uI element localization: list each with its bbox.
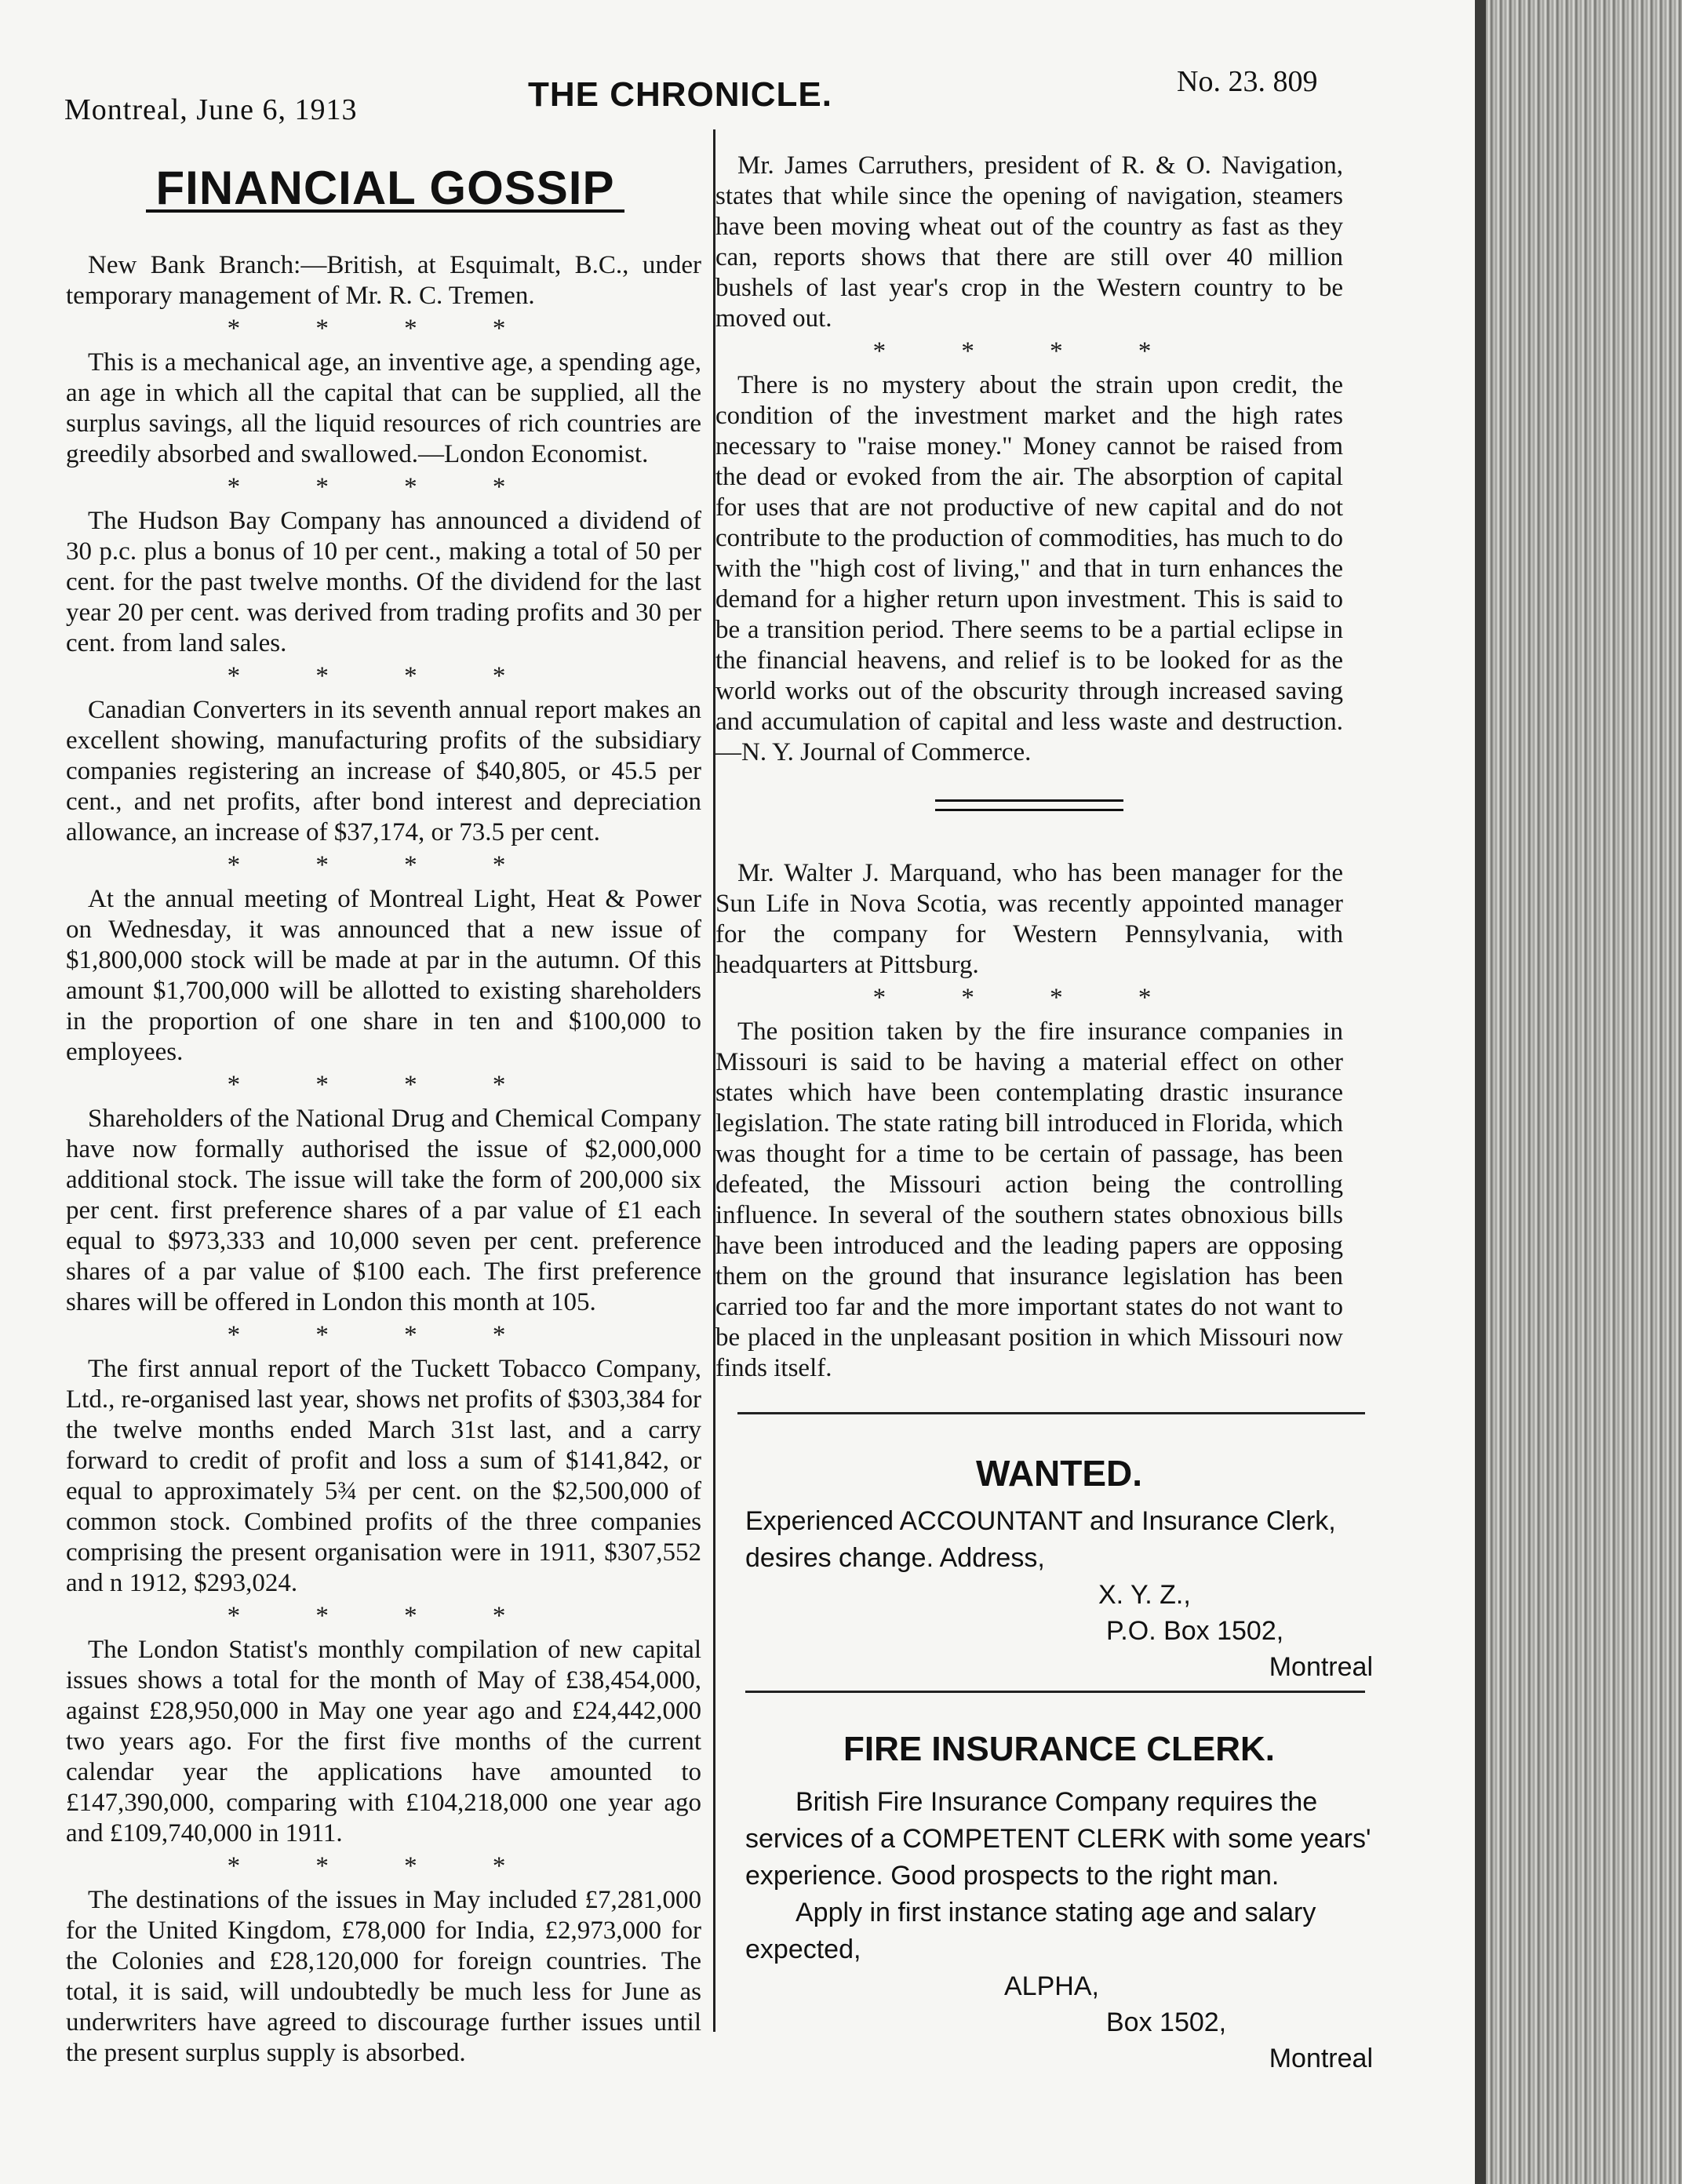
article-paragraph: The Hudson Bay Company has announced a dividend of 30 p.c. plus a bonus of 10 per cent., making a total of 50 per cent. for the past twelve months. Of the dividend for the last year 20 per cent. was derived from trading profits and 30 per cent. from land sales. [66,507,701,657]
ad-rule [737,1412,1365,1414]
separator-stars: * * * * [872,984,1186,1012]
double-rule [935,799,1123,811]
article-paragraph: New Bank Branch:—British, at Esquimalt, B.C., under temporary management of Mr. R. C. Tremen. [66,251,701,310]
binding-shadow [1475,0,1486,2184]
article-paragraph: There is no mystery about the strain upon credit, the condition of the investment market and the high rates necessary to "raise money." Money cannot be raised from the dead or evoked from the air. The absorption of capital for uses that are not productive of new capital and do not contribute to the production of commodities, has much to do with the "high cost of living," and that in turn enhances the demand for a higher return upon investment. This is said to be a transition period. There seems to be a partial eclipse in the financial heavens, and relief is to be looked for as the world works out of the obscurity through increased saving and accumulation of capital and less waste and destruction.—N. Y. Journal of Commerce. [715,371,1343,766]
publication-title: THE CHRONICLE. [528,75,832,114]
wanted-ad-title: WANTED. [975,1453,1143,1494]
section-title: FINANCIAL GOSSIP [146,173,624,213]
wanted-ad-city: Montreal [1269,1652,1373,1682]
separator-stars: * * * * [227,1071,541,1099]
article-paragraph: Canadian Converters in its seventh annual report makes an excellent showing, manufacturing profits of the subsidiary companies registering an increase of $40,805, or 45.5 per cent., and net profits, after bond interest and depreciation allowance, an increase of $37,174, or 73.5 per cent. [66,696,701,846]
article-paragraph: The London Statist's monthly compilation of new capital issues shows a total for the month of May of £38,454,000, against £28,950,000 in May one year ago and £24,442,000 two years ago. For the first five months of the current calendar year the applications have amounted to £147,390,000, comparing with £104,218,000 one year ago and £109,740,000 in 1911. [66,1636,701,1847]
separator-stars: * * * * [227,1852,541,1880]
fire-clerk-ad [745,1726,1373,2077]
page-header [0,0,1475,157]
article-paragraph: The position taken by the fire insurance companies in Missouri is said to be having a material effect on other states which have been contemplating drastic insurance legislation. The state rating bill introduced in Florida, which was thought for a time to be certain of passage, has been defeated, the Missouri action being the controlling influence. In several of the southern states obnoxious bills have been introduced and the leading papers are opposing them on the ground that insurance legislation has been carried too far and the more important states do not want to be placed in the unpleasant position in which Missouri now finds itself. [715,1017,1343,1382]
article-paragraph: At the annual meeting of Montreal Light, Heat & Power on Wednesday, it was announced that a new issue of $1,800,000 stock will be made at par in the autumn. Of this amount $1,700,000 will be allotted to existing shareholders in the proportion of one share in ten and $100,000 to employees. [66,885,701,1066]
article-paragraph: Mr. James Carruthers, president of R. & O. Navigation, states that while since the opening of navigation, steamers have been moving wheat out of the country as fast as they can, reports shows that there are still over 40 million bushels of last year's crop in the Western country to be moved out. [715,151,1343,333]
article-paragraph: The destinations of the issues in May included £7,281,000 for the United Kingdom, £78,000 for India, £2,973,000 for the Colonies and £28,120,000 for foreign countries. The total, it is said, will undoubtedly be much less for June as underwriters have agreed to discourage further issues until the present surplus supply is absorbed. [66,1886,701,2067]
separator-stars: * * * * [227,473,541,501]
separator-stars: * * * * [227,1321,541,1349]
separator-stars: * * * * [872,337,1186,366]
wanted-ad [745,1450,1373,1685]
left-column [66,162,701,2069]
right-column [715,151,1343,1384]
article-paragraph: Shareholders of the National Drug and Chemical Company have now formally authorised the issue of $2,000,000 additional stock. The issue will take the form of 200,000 six per cent. first preference shares of a par value of £1 each equal to $973,333 and 10,000 seven per cent. preference shares of a par value of $100 each. The first preference shares will be offered in London this month at 105. [66,1105,701,1316]
ad-rule [745,1691,1365,1693]
separator-stars: * * * * [227,1602,541,1630]
wanted-ad-box: P.O. Box 1502, [1106,1616,1284,1646]
article-paragraph: This is a mechanical age, an inventive age, a spending age, an age in which all the capital that can be supplied, all the surplus savings, all the liquid resources of rich countries are greedily absorbed and swallowed.—London Economist. [66,348,701,468]
fire-clerk-ad-box: Box 1502, [1106,2007,1227,2037]
article-paragraph: The first annual report of the Tuckett Tobacco Company, Ltd., re-organised last year, shows net profits of $303,384 for the twelve months ended March 31st last, and a carry forward to credit of profit and loss a sum of $141,842, or equal to approximately 5¾ per cent. on the $2,500,000 of common stock. Combined profits of the three companies comprising the present organisation were in 1911, $307,552 and n 1912, $293,024. [66,1355,701,1597]
fire-clerk-ad-title: FIRE INSURANCE CLERK. [843,1730,1276,1768]
wanted-ad-body: Experienced ACCOUNTANT and Insurance Clerk, desires change. Address, [745,1506,1336,1573]
fire-clerk-ad-city: Montreal [1269,2044,1373,2073]
fire-clerk-ad-instructions: Apply in first instance stating age and salary expected, [745,1898,1316,1964]
issue-page-number: No. 23. 809 [1177,65,1318,98]
fire-clerk-ad-body: British Fire Insurance Company requires the services of a COMPETENT CLERK with some years' experience. Good prospects to the right man. [745,1787,1371,1891]
dateline: Montreal, June 6, 1913 [64,93,358,126]
separator-stars: * * * * [227,662,541,690]
wanted-ad-name: X. Y. Z., [1098,1580,1191,1610]
article-paragraph: Mr. Walter J. Marquand, who has been manager for the Sun Life in Nova Scotia, was recently appointed manager for the company for Western Pennsylvania, with headquarters at Pittsburg. [715,859,1343,979]
fire-clerk-ad-name: ALPHA, [1004,1971,1099,2001]
separator-stars: * * * * [227,851,541,879]
book-page-edges [1475,0,1682,2184]
separator-stars: * * * * [227,315,541,343]
